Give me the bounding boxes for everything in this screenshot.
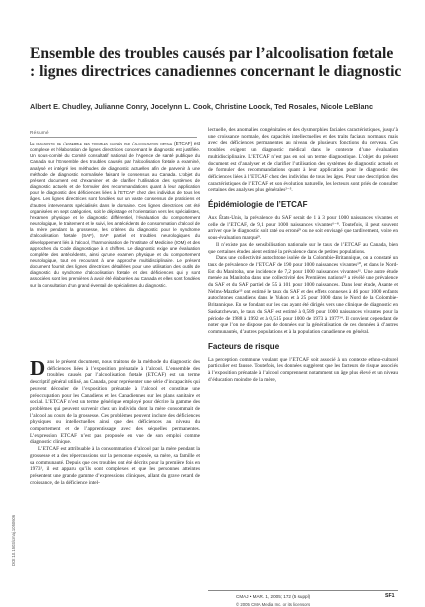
journal-citation: CMAJ • MAR. 1, 2005; 172 (5 suppl) bbox=[236, 594, 311, 599]
article-title: Ensemble des troubles causés par l’alcoolisation fœtale : lignes directrices canadiennes concernant le diagnostic bbox=[30, 45, 402, 80]
abstract bbox=[30, 141, 200, 359]
abstract-label: Résumé bbox=[30, 130, 49, 135]
abstract-paragraph bbox=[30, 141, 200, 289]
epidemiology-paragraph-2: Il n’existe pas de sensibilisation nationale sur le taux de l’ETCAF au Canada, bien que certaines études aient estimé la prévalence dans de petites populations. bbox=[208, 241, 398, 255]
intro-section bbox=[30, 356, 200, 583]
heading-epidemiology: Épidémiologie de l’ETCAF bbox=[208, 200, 308, 210]
epidemiology-paragraph-1: Aux États-Unis, la prévalence du SAF serait de 1 à 3 pour 1000 naissances vivantes et celle de l’ETCAF, de 9,1 pour 1000 naissances vivantes⁶⁻⁸. Toutefois, il peut souvent arriver que le diagnostic soit raté ou erroné⁹ ou ne soit envisagé que tardivement, voire en sous-évaluation marqué⁹. bbox=[208, 215, 398, 242]
intro-paragraph-1-text: ans le présent document, nous traitons de la méthode du diagnostic des déficiences liées à l’exposition prénatale à l’alcool. L’ensemble des troubles causés par l’alcoolisation fœtale (ETCAF) est un terme descriptif général utilisé, au Canada, pour représenter une série d’incapacités qui peuvent découler de l’exposition prénatale à l’alcool et constitue une préoccupation pour les Canadiens et les Canadiennes sur les plans sanitaire et social. L’ETCAF n’est un terme générique employé pour décrire la gamme des problèmes qui peuvent survenir chez un individu dont la mère consommait de l’alcool au cours de la grossesse. Ces problèmes peuvent inclure des déficiences physiques ou intellectuelles ainsi que des déficiences au niveau du comportement et de l’apprentissage avec des séquelles permanentes. L’expression ETCAF n’est pas proposée en vue de son emploi comme diagnostic clinique. bbox=[30, 359, 200, 446]
intro-paragraph-2: L’ETCAF est attribuable à la consommation d’alcool par la mère pendant la grossesse et a des répercussions sur la personne exposée, sa mère, sa famille et sa communauté. Depuis que ces troubles ont été décrits pour la première fois en 1973¹, il est apparu qu’ils sont complexes et que les personnes atteintes présentent une grande gamme d’expressions cliniques, allant du grave retard de croissance, de la déficience intel- bbox=[30, 446, 200, 486]
copyright-notice: © 2005 CMA Media Inc. or its licensors bbox=[236, 602, 311, 607]
heading-risk-factors: Facteurs de risque bbox=[208, 341, 280, 351]
article-authors: Albert E. Chudley, Julianne Conry, Jocelynn L. Cook, Christine Loock, Ted Rosales, Nicole LeBlanc bbox=[30, 102, 374, 111]
epidemiology-paragraph-3: Dans une collectivité autochtone isolée de la Colombie-Britannique, on a constaté un taux de prévalence de l’ETCAF de 190 pour 1000 naissances vivantes¹⁰, et dans le Nord-Est du Manitoba, une incidence de 7,2 pour 1000 naissances vivantes¹¹. Une autre étude menée au Manitoba dans une collectivité des Premières nations¹² a révélé une prévalence du SAF et du SAF partiel de 55 à 101 pour 1000 naissances. Dans leur étude, Asante et Nelms-Maztke¹³ ont estimé le taux du SAF et des effets connexes à 46 pour 1000 enfants autochtones canadiens dans le Yukon et à 25 pour 1000 dans le Nord de la Colombie-Britannique. En se fondant sur les cas ayant été dirigés vers une clinique de diagnostic en Saskatchewan, le taux du SAF est estimé à 0,589 pour 1000 naissances vivantes pour la période de 1988 à 1992 et à 0,515 pour 1000 de 1973 à 1977¹⁴. Il convient cependant de noter que l’on ne dispose pas de données sur la généralisation de ces données à d’autres communautés, d’autres populations et à la population canadienne en général. bbox=[208, 255, 398, 335]
drop-cap: D bbox=[30, 356, 46, 380]
page-number: SF1 bbox=[385, 593, 395, 599]
abstract-lead: Le diagnostic de l’ensemble des troubles causés par l’alcoolisation fœtale bbox=[30, 141, 173, 146]
doi-label: DOI:10.1503/cmaj.1050606 bbox=[11, 514, 16, 566]
risk-factors-paragraph-1: La perception commune voulant que l’ETCAF soit associé à un contexte ethno-culturel particulier est fausse. Toutefois, les données suggèrent que les facteurs de risque associés à l’exposition prénatale à l’alcool comprennent notamment un âge plus élevé et un niveau d’éducation moindre de la mère, bbox=[208, 356, 398, 383]
continued-paragraph: lectuelle, des anomalies congénitales et des dysmorphies faciales caractéristiques, jusqu’à une croissance normale, des capacités intellectuelles et des traits faciaux normaux mais avec des déficiences permanentes au niveau de plusieurs fonctions du cerveau. Ces troubles exigent un diagnostic médical dans le contexte d’une évaluation multidisciplinaire. L’ETCAF n’est pas en soi un terme diagnostique. L’objet du présent document est d’analyser et de clarifier l’utilisation des systèmes de diagnostic actuels et de formuler des recommandations quant à leur application pour le diagnostic des déficiences liées à l’ETCAF chez des individus de tous les âges. Pour une description des caractéristiques de l’ETCAF et son évolution naturelle, les lecteurs sont priés de consulter certaines des analyses plus générales²⁻⁵. bbox=[208, 127, 398, 194]
footer-divider bbox=[208, 590, 398, 591]
intro-paragraph-1 bbox=[30, 356, 200, 446]
abstract-text: (ETCAF) est complexe et l’élaboration de lignes directrices concernant le diagnostic est justifiée. Un sous-comité du Comité consultatif national de l’Agence de santé publique du Canada sur l’Ensemble des troubles causés par l’alcoolisation fœtale a examiné, analysé et intégré les méthodes de diagnostic actuelles afin de parvenir à une méthode de diagnostic normalisée faisant le consensus au Canada. L’objet du présent document est d’examiner et de clarifier l’utilisation des systèmes de diagnostic actuels et de formuler des recommandations quant à leur application pour le diagnostic des déficiences liées à l’ETCAF chez des individus de tous les âges. Les lignes directrices sont fondées sur un vaste consensus de praticiens et d’autres intervenants spécialisés dans le domaine. Ces lignes directrices ont été organisées en sept catégories, soit le dépistage et l’orientation vers les spécialistes, l’examen physique et le diagnostic différentiel, l’évaluation du comportement neurologique, le traitement et le suivi, les antécédents de consommation d’alcool de la mère pendant la grossesse, les critères du diagnostic pour le syndrome d’alcoolisation fœtale (SAF), SAF partiel et troubles neurologiques du développement liés à l’alcool, l’harmonisation de l’Institute of Medicine (IOM) et des approches du Code diagnostique à 4 chiffres. Le diagnostic exige une évaluation complète des antécédents, ainsi qu’une examen physique et du comportement neurologique, tout en recourant à une approche multidisciplinaire. Le présent document fournit des lignes directrices détaillées pour une utilisation des outils de diagnostic du syndrome d’alcoolisation fœtale et des déficiences qui y sont associées sont les premières à avoir été élaborées au Canada et elles sont fondées sur la consultation d’un grand éventail de spécialistes du diagnostic. bbox=[30, 141, 200, 288]
abstract-divider bbox=[30, 137, 197, 138]
right-column bbox=[208, 127, 398, 585]
